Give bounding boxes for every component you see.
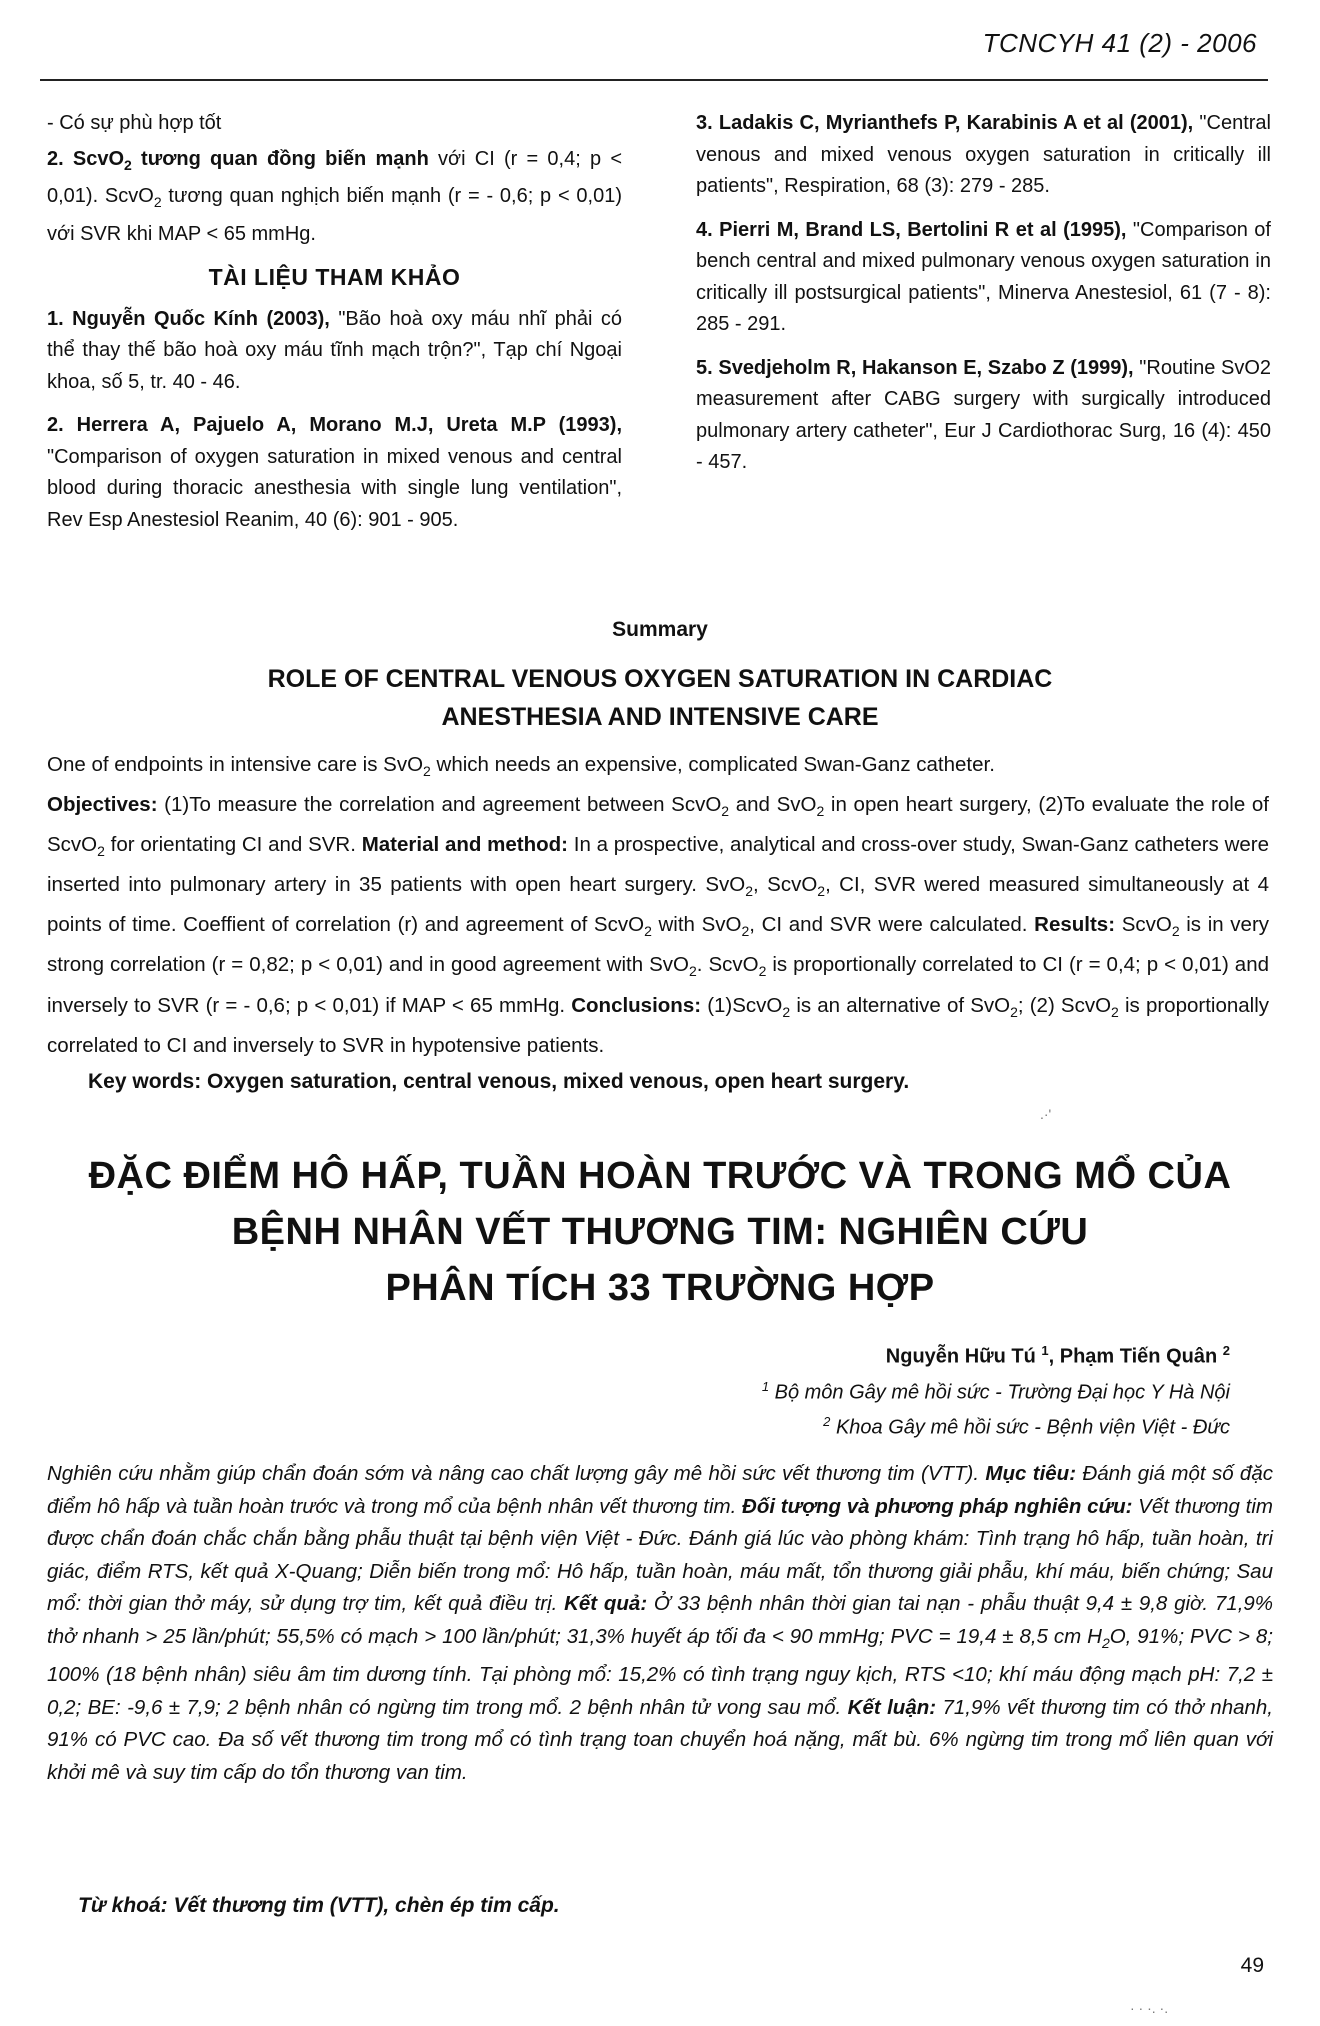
abstract-text: Nghiên cứu nhằm giúp chẩn đoán sớm và nâng cao chất lượng gây mê hồi sức vết thương tim (VTT). Mục tiêu: Đánh giá một số đặc điểm hô hấp và tuần hoàn trước và trong mổ của bệnh nhân vết thương tim. Đối tượng và phương pháp nghiên cứu: Vết thương tim được chẩn đoán chắc chắn bằng phẫu thuật tại bệnh viện Việt - Đức. Đánh giá lúc vào phòng khám: Tình trạng hô hấp, tuần hoàn, tri giác, điểm RTS, kết quả X-Quang; Diễn biến trong mổ: Hô hấp, tuần hoàn, máu mất, tổn thương giải phẫu, khí máu, biến chứng; Sau mổ: thời gian thở máy, sử dụng trợ tim, kết quả điều trị. Kết quả: Ở 33 bệnh nhân thời gian tai nạn - phẫu thuật 9,4 ± 9,8 giờ. 71,9% thở nhanh > 25 lần/phút; 55,5% có mạch > 100 lần/phút; 31,3% huyết áp tối đa < 90 mmHg; PVC = 19,4 ± 8,5 cm $H_2O$, 91%; PVC > 8; 100% (18 bệnh nhân) siêu âm tim dương tính. Tại phòng mổ: 15,2% có tình trạng nguy kịch, RTS <10; khí máu động mạch pH: 7,2 ± 0,2; BE: -9,6 ± 7,9; 2 bệnh nhân có ngừng tim trong mổ. 2 bệnh nhân tử vong sau mổ. Kết luận: 71,9% vết thương tim có thở nhanh, 91% có PVC cao. Đa số vết thương tim trong mổ có tình trạng toan chuyển hoá nặng, mất bù. 6% ngừng tim trong mổ liên quan với khởi mê và suy tim cấp do tổn thương van tim.: [47, 1462, 1274, 1784]
scan-noise: · · ·. ·.: [1130, 2000, 1169, 2016]
result-point-2: 2. ScvO$_2$ tương quan đồng biến mạnh với CI (r = 0,4; p < 0,01). ScvO$_2$ tương quan nghịch biến mạnh (r = - 0,6; p < 0,01) với SVR khi MAP < 65 mmHg.: [47, 147, 622, 245]
journal-header: TCNCYH 41 (2) - 2006: [982, 28, 1257, 58]
summary-text: Objectives: (1)To measure the correlation and agreement between ScvO$_2$ and SvO$_2$ in open heart surgery, (2)To evaluate the role of ScvO$_2$ for orientating CI and SVR. Material and method: In a prospective, analytical and cross-over study, Swan-Ganz catheters were inserted into pulmonary artery in 35 patients with open heart surgery. SvO$_2$, ScvO$_2$, CI, SVR wered measured simultaneously at 4 points of time. Coeffient of correlation (r) and agreement of ScvO$_2$ with SvO$_2$, CI and SVR were calculated. Results: ScvO$_2$ is in very strong correlation (r = 0,82; p < 0,01) and in good agreement with SvO$_2$. ScvO$_2$ is proportionally correlated to CI (r = 0,4; p < 0,01) and inversely to SVR (r = - 0,6; p < 0,01) if MAP < 65 mmHg. Conclusions: (1)ScvO$_2$ is an alternative of SvO$_2$; (2) ScvO$_2$ is proportionally correlated to CI and inversely to SVR in hypotensive patients.: [47, 793, 1270, 1057]
affiliation-2: $^2$ Khoa Gây mê hồi sức - Bệnh viện Việt - Đức: [823, 1414, 1230, 1439]
summary-title: ROLE OF CENTRAL VENOUS OXYGEN SATURATION IN CARDIAC ANESTHESIA AND INTENSIVE CARE: [267, 665, 1053, 731]
summary-intro: One of endpoints in intensive care is SvO$_2$ which needs an expensive, complicated Swan-Ganz catheter.: [47, 753, 995, 780]
summary-body: [47, 748, 1269, 1062]
left-column: [47, 108, 622, 548]
reference-4: 4. Pierri M, Brand LS, Bertolini R et al (1995), "Comparison of bench central and mixed pulmonary venous oxygen saturation in critically ill postsurgical patients", Minerva Anestesiol, 61 (7 - 8): 285 - 291.: [696, 218, 1271, 335]
reference-3: 3. Ladakis C, Myrianthefs P, Karabinis A et al (2001), "Central venous and mixed venous oxygen saturation in critically ill patients", Respiration, 68 (3): 279 - 285.: [696, 112, 1271, 197]
point2-label: 2. ScvO$_2$ tương quan đồng biến mạnh: [47, 147, 429, 173]
header-rule: [40, 79, 1268, 81]
right-column: [696, 108, 1271, 491]
summary-label: Summary: [612, 618, 708, 641]
bullet-agreement: - Có sự phù hợp tốt: [47, 112, 222, 134]
author-names: Nguyễn Hữu Tú $^1$, Phạm Tiến Quân $^2$: [885, 1343, 1230, 1368]
summary-keywords: Key words: Oxygen saturation, central venous, mixed venous, open heart surgery.: [88, 1070, 910, 1093]
abstract-vietnamese: [47, 1458, 1273, 1789]
authors-block: [762, 1336, 1230, 1443]
vietnamese-keywords: Từ khoá: Vết thương tim (VTT), chèn ép tim cấp.: [78, 1894, 560, 1917]
scan-noise: .·': [1040, 1106, 1052, 1122]
reference-1: 1. Nguyễn Quốc Kính (2003), "Bão hoà oxy máu nhĩ phải có thể thay thế bão hoà oxy máu tĩnh mạch trộn?", Tạp chí Ngoại khoa, số 5, tr. 40 - 46.: [47, 307, 622, 393]
affiliation-1: $^1$ Bộ môn Gây mê hồi sức - Trường Đại học Y Hà Nội: [761, 1378, 1230, 1404]
article-title: ĐẶC ĐIỂM HÔ HẤP, TUẦN HOÀN TRƯỚC VÀ TRONG MỔ CỦA BỆNH NHÂN VẾT THƯƠNG TIM: NGHIÊN CỨU PHÂN TÍCH 33 TRƯỜNG HỢP: [88, 1155, 1232, 1309]
reference-2: 2. Herrera A, Pajuelo A, Morano M.J, Ureta M.P (1993), "Comparison of oxygen saturation in mixed venous and central blood during thoracic anesthesia with single lung ventilation", Rev Esp Anestesiol Reanim, 40 (6): 901 - 905.: [47, 414, 622, 531]
page-number: 49: [1240, 1954, 1264, 1977]
references-heading: TÀI LIỆU THAM KHẢO: [208, 264, 461, 290]
reference-5: 5. Svedjeholm R, Hakanson E, Szabo Z (1999), "Routine SvO2 measurement after CABG surgery with surgically introduced pulmonary artery catheter", Eur J Cardiothorac Surg, 16 (4): 450 - 457.: [696, 356, 1272, 473]
